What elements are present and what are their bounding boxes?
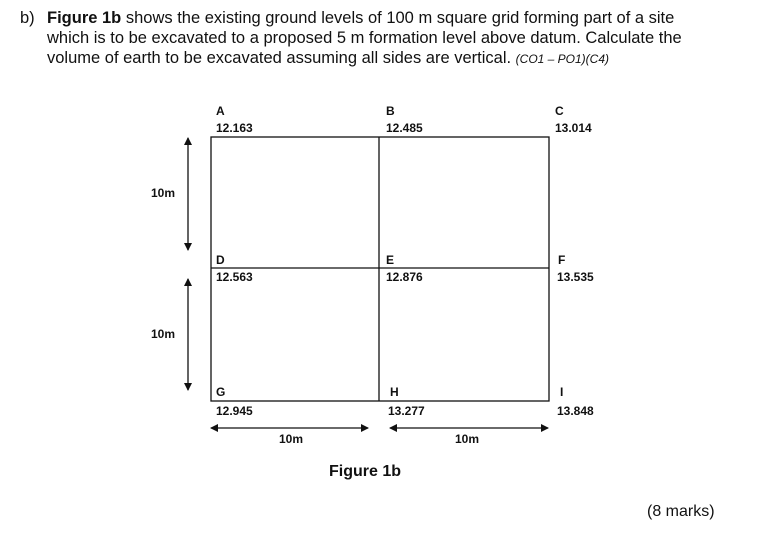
point-i-level: 13.848 [557, 404, 594, 418]
figure-reference: Figure 1b [47, 9, 122, 27]
marks-allocation: (8 marks) [647, 503, 715, 520]
point-b-level: 12.485 [386, 121, 423, 135]
point-h-level: 13.277 [388, 404, 425, 418]
point-e-letter: E [386, 253, 395, 267]
bottom-left-dimension-label: 10m [279, 432, 304, 446]
question-line-2: which is to be excavated to a proposed 5 m formation level above datum. Calculate the [47, 29, 682, 47]
left-bottom-dimension-label: 10m [151, 327, 176, 341]
point-h-letter: H [390, 385, 399, 399]
point-a-letter: A [216, 104, 225, 118]
point-d-letter: D [216, 253, 225, 267]
point-i-letter: I [560, 385, 564, 399]
point-g-letter: G [216, 385, 226, 399]
grid-outline [211, 137, 549, 401]
point-f-letter: F [558, 253, 566, 267]
bottom-right-dimension-label: 10m [455, 432, 480, 446]
figure-caption: Figure 1b [329, 463, 402, 480]
point-c-letter: C [555, 104, 564, 118]
point-f-level: 13.535 [557, 270, 594, 284]
question-line-1-text: shows the existing ground levels of 100 m square grid forming part of a site [121, 9, 675, 27]
left-top-dimension-label: 10m [151, 186, 176, 200]
point-c-level: 13.014 [555, 121, 592, 135]
course-outcome-code: (CO1 – PO1)(C4) [515, 52, 610, 66]
question-line-3-text: volume of earth to be excavated assuming all sides are vertical. [47, 49, 516, 67]
point-a-level: 12.163 [216, 121, 253, 135]
question-label: b) [20, 9, 35, 27]
point-b-letter: B [386, 104, 395, 118]
point-g-level: 12.945 [216, 404, 253, 418]
point-d-level: 12.563 [216, 270, 253, 284]
point-e-level: 12.876 [386, 270, 423, 284]
